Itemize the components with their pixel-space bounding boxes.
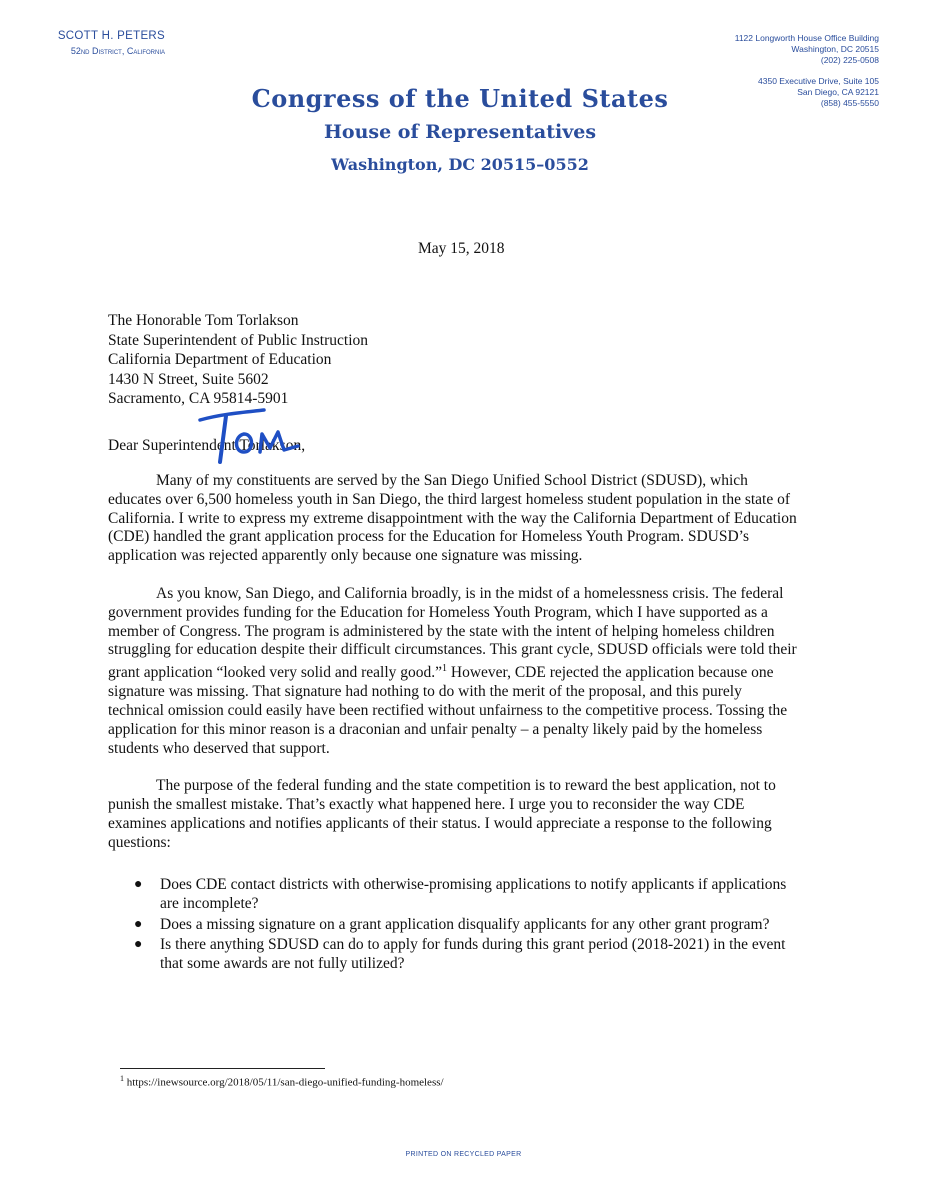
handwritten-tom-signature: [196, 406, 306, 468]
paragraph-3: The purpose of the federal funding and the state competition is to reward the best application, not to punish the smallest mistake. That’s exactly what happened here. I urge you to reconsider the way CDE examines applications and notifies applicants of their status. I would appreciate a response to the following questions:: [108, 777, 776, 851]
dc-office-line: (202) 225-0508: [820, 55, 879, 65]
recipient-line: State Superintendent of Public Instruction: [108, 331, 369, 349]
footnote-url: https://inewsource.org/2018/05/11/san-diego-unified-funding-homeless/: [126, 1076, 444, 1089]
paragraph-1: Many of my constituents are served by the San Diego Unified School District (SDUSD), which educates over 6,500 homeless youth in San Diego, the third largest homeless student population in the state of California. I write to express my extreme disappointment with the way the California Department of Education (CDE) handled the grant application process for the Education for Homeless Youth Program. SDUSD’s application was rejected apparently only because one signature was missing.: [108, 472, 797, 565]
bullet-icon: ●: [134, 916, 143, 932]
letterhead-member: [50, 30, 165, 56]
dc-office-line: Washington, DC 20515: [791, 44, 879, 54]
paragraph-2: [108, 585, 798, 758]
question-text: Does CDE contact districts with otherwise-promising applications to notify applicants if applications are incomplete?: [160, 876, 787, 912]
bullet-icon: ●: [134, 937, 143, 953]
footnote-number: 1: [120, 1074, 124, 1083]
footnote: [120, 1074, 444, 1089]
question-text: Does a missing signature on a grant application disqualify applicants for any other grant program?: [160, 915, 770, 933]
questions-list: [108, 876, 798, 976]
letterhead-city: Washington, DC 20515–0552: [331, 155, 589, 174]
footnote-divider: [120, 1068, 325, 1069]
list-item: [108, 916, 798, 935]
recipient-line: The Honorable Tom Torlakson: [108, 312, 299, 329]
recipient-line: California Department of Education: [108, 351, 332, 368]
question-text: Is there anything SDUSD can do to apply for funds during this grant period (2018-2021) in the event that some awards are not fully utilized?: [160, 936, 786, 973]
paragraph-2-text: As you know, San Diego, and California broadly, is in the midst of a homelessness crisis. The federal government provides funding for the Education for Homeless Youth Program, which I have supported as a member of Congress. The program is administered by the state with the intent of helping homeless children struggling for education despite their difficult circumstances. This grant cycle, SDUSD officials were told their grant application “looked very solid and really good.”: [108, 584, 797, 682]
district-office-line: 4350 Executive Drive, Suite 105: [758, 76, 879, 86]
recipient-address: [108, 311, 368, 409]
letterhead-congress: Congress of the United States: [251, 84, 669, 113]
footnote-mark: 1: [442, 663, 448, 675]
letterhead-title: [200, 84, 720, 174]
dc-office-line: 1122 Longworth House Office Building: [734, 33, 879, 43]
member-district: 52nd District, California: [70, 46, 165, 56]
list-item: [108, 936, 798, 974]
district-office-line: San Diego, CA 92121: [797, 87, 879, 97]
letterhead-house: House of Representatives: [323, 121, 597, 143]
letter-body: [108, 472, 798, 872]
member-name: SCOTT H. PETERS: [57, 30, 165, 42]
recycled-paper-footer: PRINTED ON RECYCLED PAPER: [405, 1151, 522, 1158]
salutation: Dear Superintendent Torlakson,: [108, 437, 306, 454]
bullet-icon: ●: [134, 877, 143, 892]
paragraph-2-continued: However, CDE rejected the application because one signature was missing. That signature had nothing to do with the merit of the proposal, and this purely technical omission could easily have been rectified without unfairness to the competitive process. Tossing the application for this minor reason is a draconian and unfair penalty – a penalty likely paid by the homeless students who deserved that support.: [108, 664, 788, 757]
recipient-line: Sacramento, CA 95814-5901: [108, 390, 289, 407]
list-item: [108, 876, 798, 914]
letter-date: May 15, 2018: [418, 240, 505, 257]
recipient-line: 1430 N Street, Suite 5602: [108, 370, 269, 388]
district-office-line: (858) 455-5550: [820, 98, 879, 108]
